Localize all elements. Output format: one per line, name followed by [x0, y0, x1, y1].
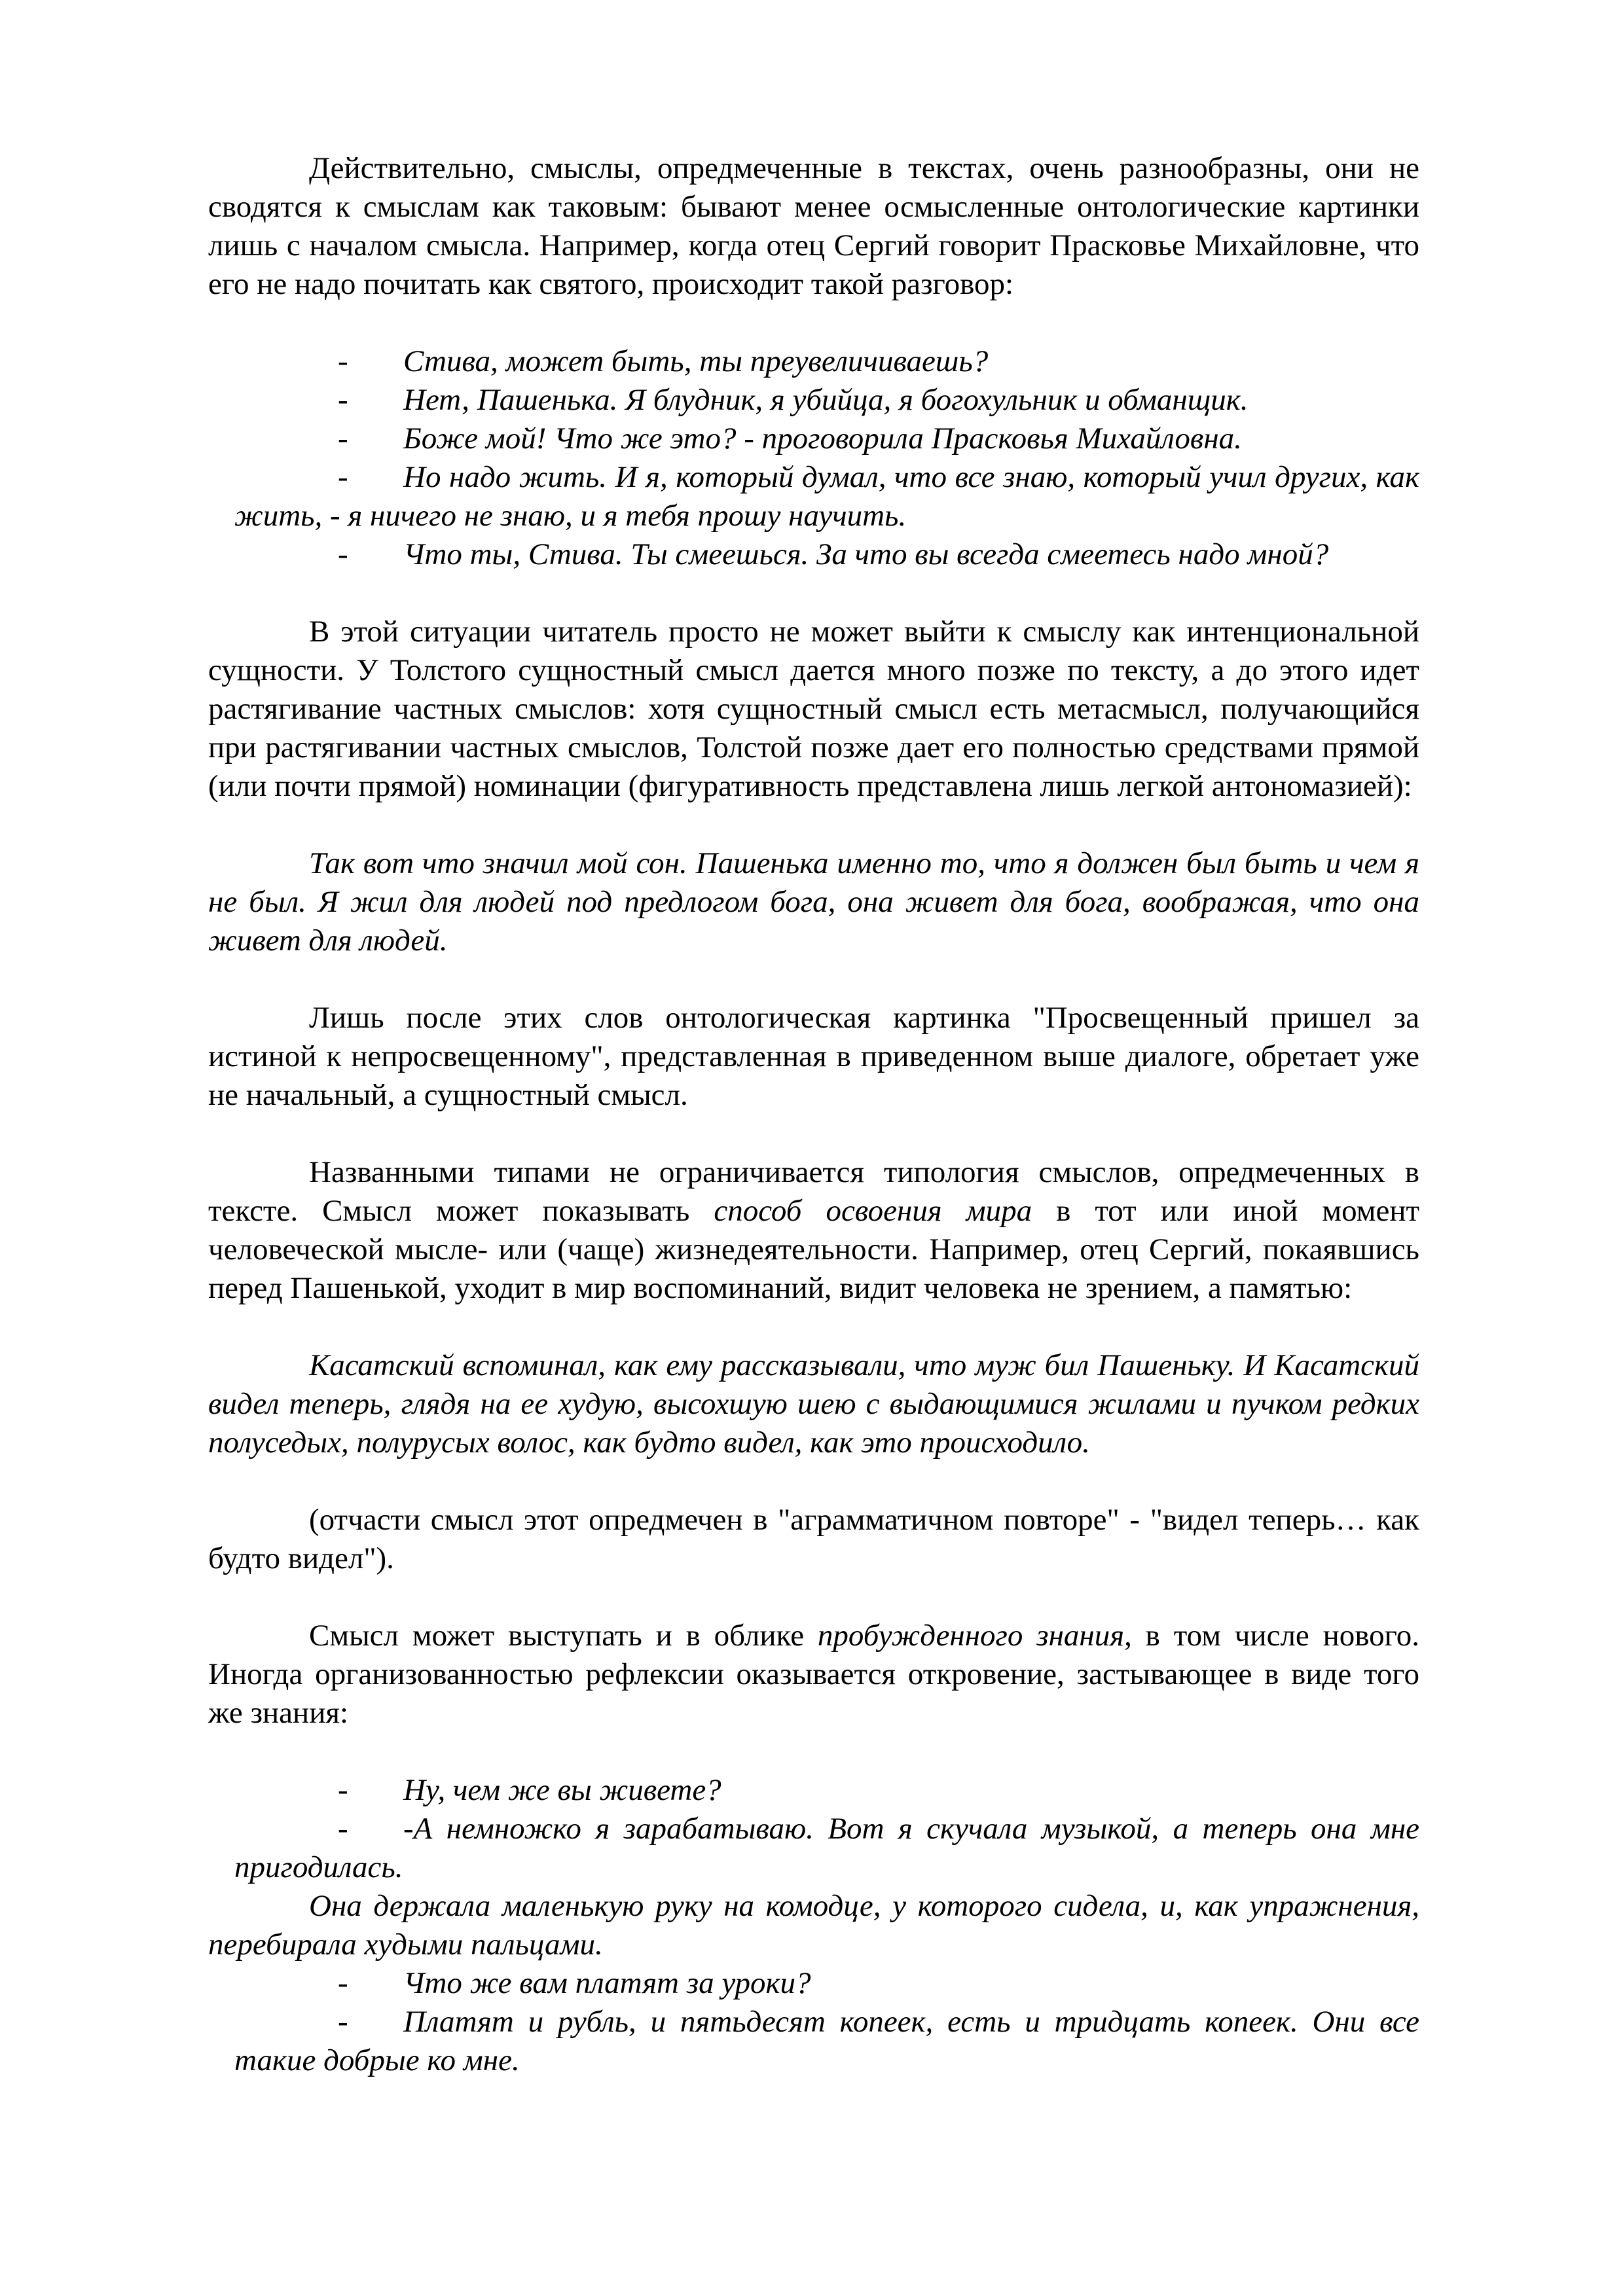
dialog-line [208, 458, 1419, 535]
quote-1: Так вот что значил мой сон. Пашенька именно то, что я должен был быть и чем я не был. Я жил для людей под предлогом бога, она живет для бога, воображая, что она живет для людей. [208, 846, 1419, 958]
paragraph-5: (отчасти смысл этот опредмечен в "аграмматичном повторе" - "видел теперь… как будто видел"). [208, 1503, 1419, 1575]
dialog-text: Что ты, Стива. Ты смеешься. За что вы всегда смеетесь надо мной? [403, 537, 1329, 571]
quote-2: Касатский вспоминал, как ему рассказывали, что муж бил Пашеньку. И Касатский видел теперь, глядя на ее худую, высохшую шею с выдающимися жилами и пучком редких полуседых, полурусых волос, как будто видел, как это происходило. [208, 1348, 1419, 1460]
dialog-dash: - [338, 1812, 348, 1846]
dialog-dash: - [338, 1966, 348, 2000]
dialog-text: Она держала маленькую руку на комодце, у которого сидела, и, как упражнения, перебирала худыми пальцами. [208, 1889, 1419, 1962]
dialog-dash: - [338, 2005, 348, 2039]
paragraph-6-text-a: Смысл может выступать и в облике [309, 1619, 818, 1653]
spacer [208, 304, 1419, 342]
paragraph-4 [208, 1153, 1419, 1308]
paragraph-6-text-b: , в том числе нового. Иногда организованностью рефлексии оказывается откровение, застывающее в виде того же знания: [208, 1619, 1419, 1730]
spacer [208, 1115, 1419, 1153]
dialog-dash: - [338, 537, 348, 571]
paragraph-2: В этой ситуации читатель просто не может выйти к смыслу как интенциональной сущности. У Толстого сущностный смысл дается много позже по тексту, а до этого идет растягивание частных смыслов: хотя сущностный смысл есть метасмысл, получающийся при растягивании частных смыслов, Толстой позже дает его полностью средствами прямой (или почти прямой) номинации (фигуративность представлена лишь легкой антономазией): [208, 615, 1419, 803]
dialog-line [208, 1964, 1419, 2003]
dialog-text: Стива, может быть, ты преувеличиваешь? [403, 344, 989, 378]
spacer [208, 806, 1419, 844]
dialog-text: Ну, чем же вы живете? [403, 1773, 721, 1807]
paragraph-6-emphasis: пробужденного знания [817, 1619, 1125, 1653]
spacer [208, 574, 1419, 613]
dialog-2 [208, 1771, 1419, 2080]
paragraph-6 [208, 1617, 1419, 1732]
dialog-line [208, 1887, 1419, 1964]
spacer [208, 1462, 1419, 1501]
paragraph-4-text-a: Названными типами не ограничивается типология смыслов, опредмеченных в тексте. Смысл может показывать [208, 1155, 1419, 1228]
dialog-dash: - [338, 383, 348, 417]
dialog-line [208, 535, 1419, 574]
spacer [208, 1308, 1419, 1346]
dialog-dash: - [338, 1773, 348, 1807]
paragraph-4-text-b: в тот или иной момент человеческой мысле- или (чаще) жизнедеятельности. Например, отец Сергий, покаявшись перед Пашенькой, уходит в мир воспоминаний, видит человека не зрением, а памятью: [208, 1194, 1420, 1305]
dialog-text: Что же вам платят за уроки? [403, 1966, 811, 2000]
dialog-text: Но надо жить. И я, который думал, что все знаю, который учил других, как жить, - я ничего не знаю, и я тебя прошу научить. [234, 460, 1419, 533]
dialog-dash: - [338, 344, 348, 378]
dialog-line [208, 342, 1419, 381]
paragraph-4-emphasis: способ освоения мира [714, 1194, 1032, 1228]
paragraph-3: Лишь после этих слов онтологическая картинка "Просвещенный пришел за истиной к непросвещенному", представленная в приведенном выше диалоге, обретает уже не начальный, а сущностный смысл. [208, 1001, 1419, 1112]
dialog-text: Нет, Пашенька. Я блудник, я убийца, я богохульник и обманщик. [403, 383, 1249, 417]
dialog-dash: - [338, 460, 348, 494]
dialog-text: -А немножко я зарабатываю. Вот я скучала музыкой, а теперь она мне пригодилась. [234, 1812, 1419, 1884]
dialog-line [208, 381, 1419, 420]
dialog-line [208, 420, 1419, 458]
document-page [208, 149, 1419, 2080]
dialog-text: Платят и рубль, и пятьдесят копеек, есть и тридцать копеек. Они все такие добрые ко мне. [234, 2005, 1419, 2077]
dialog-line [208, 2003, 1419, 2080]
paragraph-1: Действительно, смыслы, опредмеченные в текстах, очень разнообразны, они не сводятся к смыслам как таковым: бывают менее осмысленные онтологические картинки лишь с началом смысла. Например, когда отец Сергий говорит Прасковье Михайловне, что его не надо почитать как святого, происходит такой разговор: [208, 151, 1419, 301]
spacer [208, 960, 1419, 999]
dialog-1 [208, 342, 1419, 574]
dialog-dash: - [338, 422, 348, 456]
spacer [208, 1732, 1419, 1771]
dialog-text: Боже мой! Что же это? - проговорила Прасковья Михайловна. [403, 422, 1242, 456]
dialog-line [208, 1810, 1419, 1887]
spacer [208, 1578, 1419, 1617]
dialog-line [208, 1771, 1419, 1810]
